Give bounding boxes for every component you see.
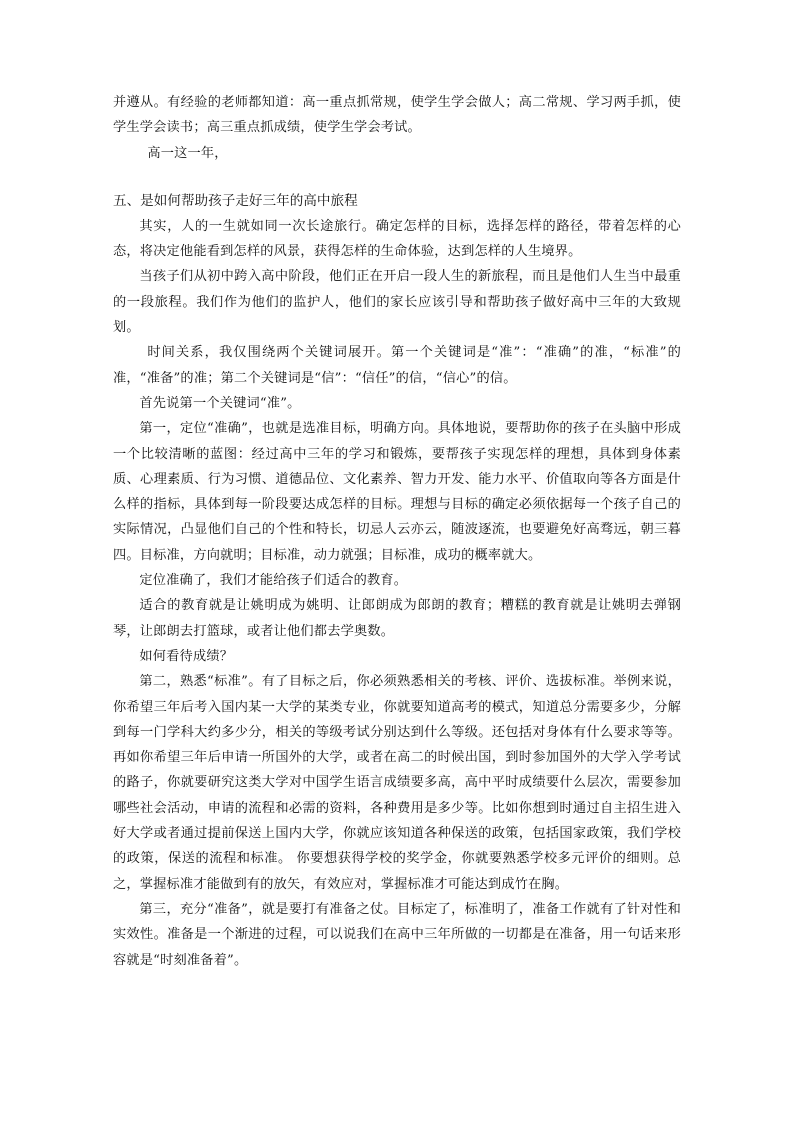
section-heading: 五、是如何帮助孩子走好三年的高中旅程 <box>113 192 358 209</box>
paragraph: 时间关系，我仅围绕两个关键词展开。第一个关键词是“准”：“准确”的准，“标准”的准，“准备”的准；第二个关键词是“信”：“信任”的信，“信心”的信。 <box>113 345 681 386</box>
paragraph: 第一，定位“准确”，也就是选准目标，明确方向。具体地说，要帮助你的孩子在头脑中形成一个比较清晰的蓝图：经过高中三年的学习和锻炼，要帮孩子实现怎样的理想，具体到身体素质、心理素质、行为习惯、道德品位、文化素养、智力开发、能力水平、价值取向等各方面是什么样的指标，具体到每一阶段要达成怎样的目标。理想与目标的确定必须依据每一个孩子自己的实际情况，凸显他们自己的个性和特长，切忌人云亦云，随波逐流，也要避免好高骛远，朝三暮四。目标准，方向就明；目标准，动力就强；目标准，成功的概率就大。 <box>113 421 681 563</box>
paragraph: 第二，熟悉“标准”。有了目标之后，你必须熟悉相关的考核、评价、选拔标准。举例来说，你希望三年后考入国内某一大学的某类专业，你就要知道高考的模式，知道总分需要多少，分解到每一门学科大约多少分，相关的等级考试分别达到什么等级。还包括对身体有什么要求等等。再如你希望三年后申请一所国外的大学，或者在高二的时候出国，到时参加国外的大学入学考试的路子，你就要研究这类大学对中国学生语言成绩要多高，高中平时成绩要什么层次，需要参加哪些社会活动，申请的流程和必需的资料，各种费用是多少等。比如你想到时通过自主招生进入好大学或者通过提前保送上国内大学，你就应该知道各种保送的政策，包括国家政策，我们学校的政策，保送的流程和标准。 你要想获得学校的奖学金，你就要熟悉学校多元评价的细则。总之，掌握标准才能做到有的放矢，有效应对，掌握标准才可能达到成竹在胸。 <box>113 674 681 892</box>
paragraph: 当孩子们从初中跨入高中阶段，他们正在开启一段人生的新旅程，而且是他们人生当中最重的一段旅程。我们作为他们的监护人，他们的家长应该引导和帮助孩子做好高中三年的大致规划。 <box>113 269 681 336</box>
paragraph-fragment: 高一这一年， <box>147 145 228 161</box>
paragraph: 定位准确了，我们才能给孩子们适合的教育。 <box>139 573 408 589</box>
paragraph: 适合的教育就是让姚明成为姚明、让郎朗成为郎朗的教育；糟糕的教育就是让姚明去弹钢琴，让郎朗去打篮球，或者让他们都去学奥数。 <box>113 598 681 639</box>
paragraph: 如何看待成绩？ <box>139 648 234 664</box>
document-body <box>113 90 681 973</box>
paragraph: 首先说第一个关键词“准”。 <box>139 395 301 411</box>
paragraph: 其实，人的一生就如同一次长途旅行。确定怎样的目标，选择怎样的路径，带着怎样的心态，将决定他能看到怎样的风景，获得怎样的生命体验，达到怎样的人生境界。 <box>113 218 681 260</box>
paragraph: 第三，充分“准备”，就是要打有准备之仗。目标定了，标准明了，准备工作就有了针对性和实效性。准备是一个渐进的过程，可以说我们在高中三年所做的一切都是在准备，用一句话来形容就是“时刻准备着”。 <box>113 901 681 968</box>
paragraph-continued: 并遵从。有经验的老师都知道：高一重点抓常规，使学生学会做人；高二常规、学习两手抓，使学生学会读书；高三重点抓成绩，使学生学会考试。 <box>113 95 681 136</box>
